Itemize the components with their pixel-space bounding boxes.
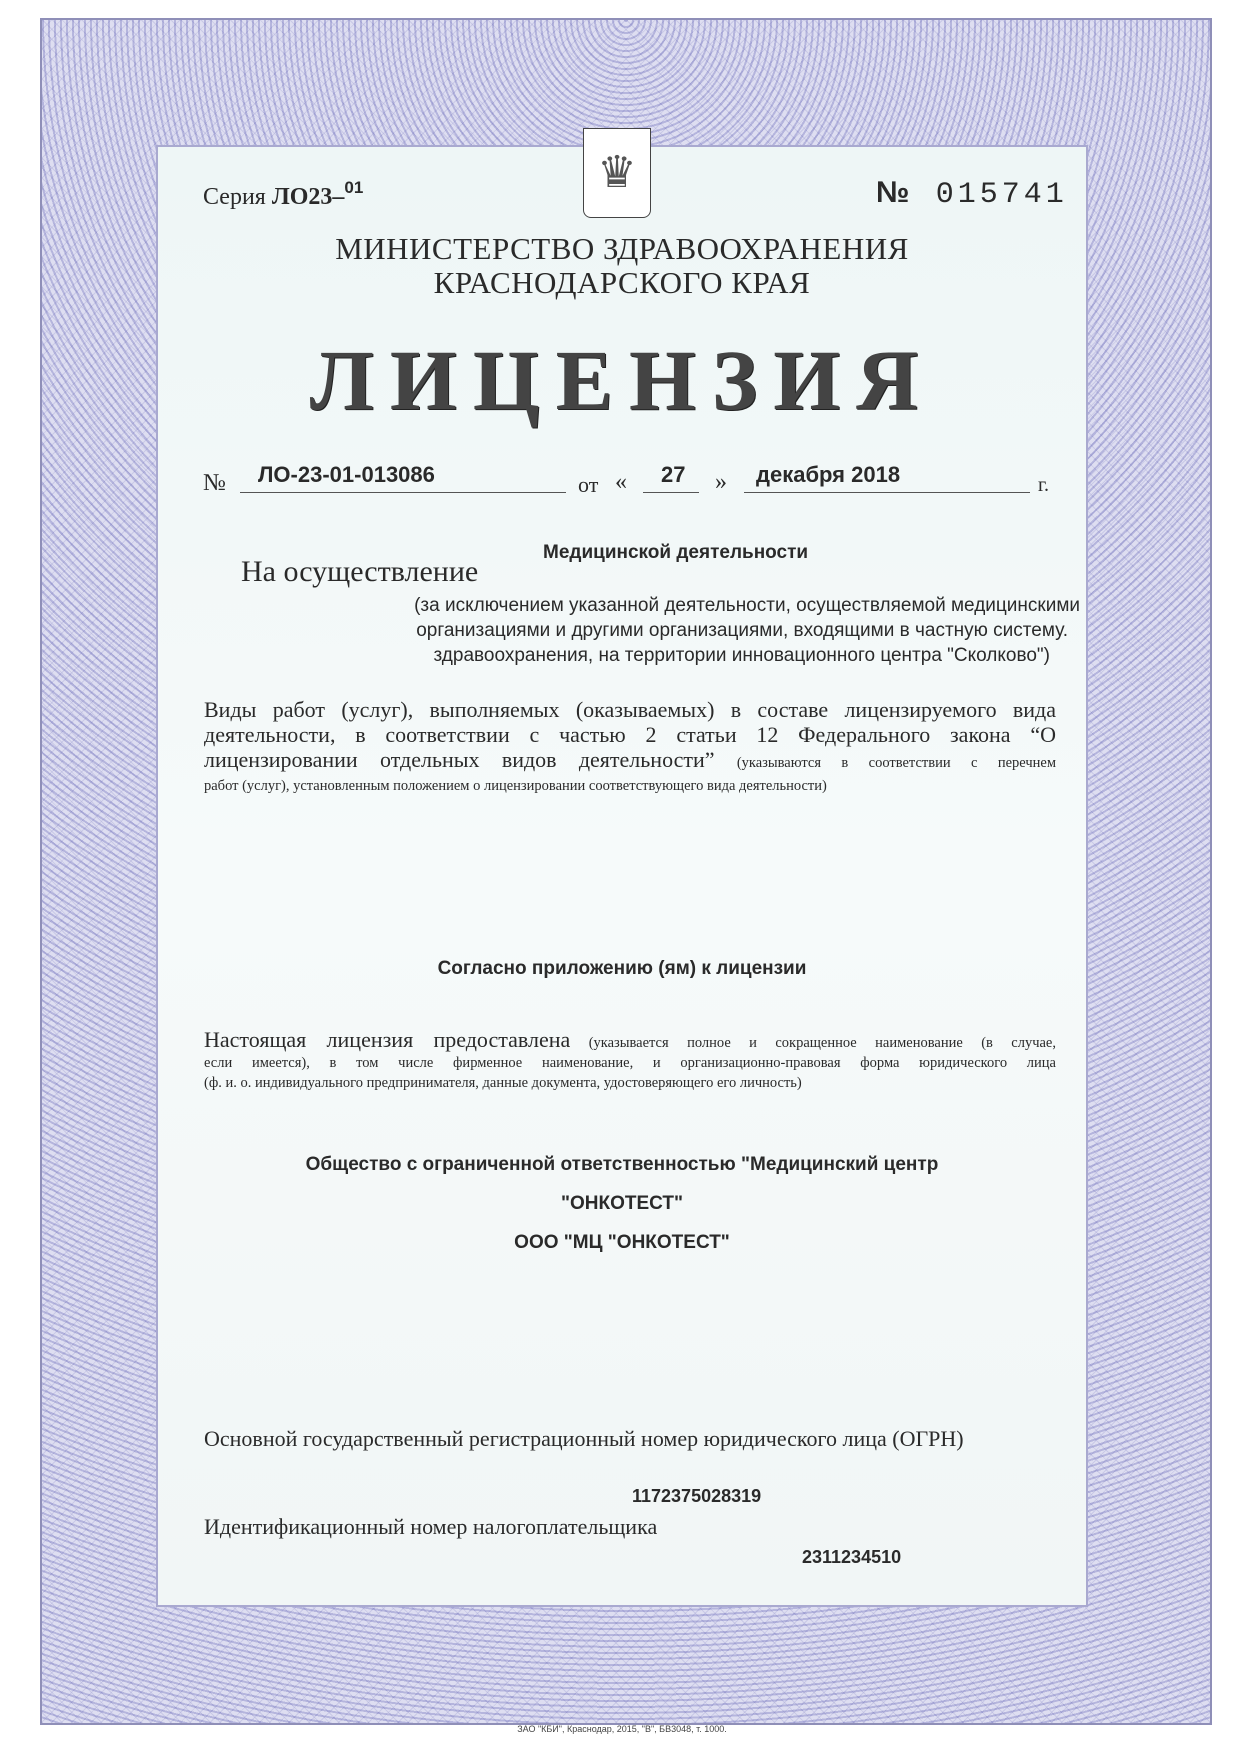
series-suffix: 01 [344, 178, 364, 197]
activity-note-line: здравоохранения, на территории инновационного центра "Сколково") [433, 645, 1050, 666]
works-line: лицензировании отдельных видов деятельности” [204, 747, 715, 772]
grantee-note-line-3: (ф. и. о. индивидуального предпринимателя, данные документа, удостоверяющего его личность) [204, 1075, 802, 1091]
number-sign: № [876, 176, 910, 209]
ogrn-label: Основной государственный регистрационный номер юридического лица (ОГРН) [204, 1426, 964, 1451]
issuing-authority [156, 232, 1088, 300]
activity-note-line: (за исключением указанной деятельности, осуществляемой медицинскими [414, 595, 1080, 616]
authority-line-1: МИНИСТЕРСТВО ЗДРАВООХРАНЕНИЯ [335, 231, 909, 266]
document-title: ЛИЦЕНЗИЯ [309, 332, 935, 428]
year-suffix: г. [1038, 474, 1049, 496]
works-value: Согласно приложению (ям) к лицензии [437, 958, 807, 979]
grantee-label: Настоящая лицензия предоставлена [204, 1027, 571, 1052]
inn-label: Идентификационный номер налогоплательщика [204, 1514, 658, 1539]
grantee-short-name: ООО "МЦ "ОНКОТЕСТ" [514, 1232, 730, 1253]
grantee-note: (указывается полное и сокращенное наименование (в случае, [588, 1035, 1056, 1051]
works-note: (указываются в соответствии с перечнем [736, 755, 1057, 771]
works-line: деятельности, в соответствии с частью 2 статьи 12 Федерального закона “О [204, 722, 1056, 747]
activity-note-line: организациями и другими организациями, входящими в частную систему. [416, 620, 1068, 641]
activity-note [300, 593, 1080, 668]
license-day: 27 [661, 462, 686, 487]
grantee-note-line-2: если имеется), в том числе фирменное наименование, и организационно-правовая форма юридического лица [204, 1055, 1056, 1071]
printer-imprint: ЗАО "КБИ", Краснодар, 2015, "В", БВ3048, т. 1000. [517, 1724, 727, 1734]
grantee-name [156, 1145, 1088, 1262]
grantee-name-line-1: Общество с ограниченной ответственностью "Медицинский центр [305, 1154, 939, 1175]
blank-number [876, 176, 1068, 212]
works-paragraph [204, 697, 1056, 796]
series-label: Серия [203, 184, 266, 210]
inn-value: 2311234510 [802, 1547, 902, 1567]
authority-line-2: КРАСНОДАРСКОГО КРАЯ [433, 265, 811, 300]
quote-close: » [715, 469, 727, 495]
from-label: от [578, 472, 599, 497]
license-month-year: декабря 2018 [756, 462, 901, 487]
works-note-line-2: работ (услуг), установленным положением о лицензировании соответствующего вида деятельности) [204, 778, 827, 794]
series: Серия ЛО23–$^{01}$ [203, 178, 364, 210]
series-value: ЛО23 [271, 184, 333, 210]
blank-number-value: 015741 [935, 178, 1068, 212]
grantee-paragraph [204, 1027, 1056, 1093]
license-number-sign: № [203, 470, 226, 496]
works-line: Виды работ (услуг), выполняемых (оказываемых) в составе лицензируемого вида [204, 697, 1056, 722]
grantee-name-line-2: "ОНКОТЕСТ" [560, 1193, 684, 1214]
quote-open: « [615, 469, 627, 495]
license-number: ЛО-23-01-013086 [258, 462, 435, 487]
activity-label: На осуществление [241, 555, 479, 588]
ogrn-value: 1172375028319 [632, 1486, 762, 1506]
activity-value: Медицинской деятельности [543, 542, 809, 563]
coat-of-arms-icon: ♛ [583, 128, 651, 218]
